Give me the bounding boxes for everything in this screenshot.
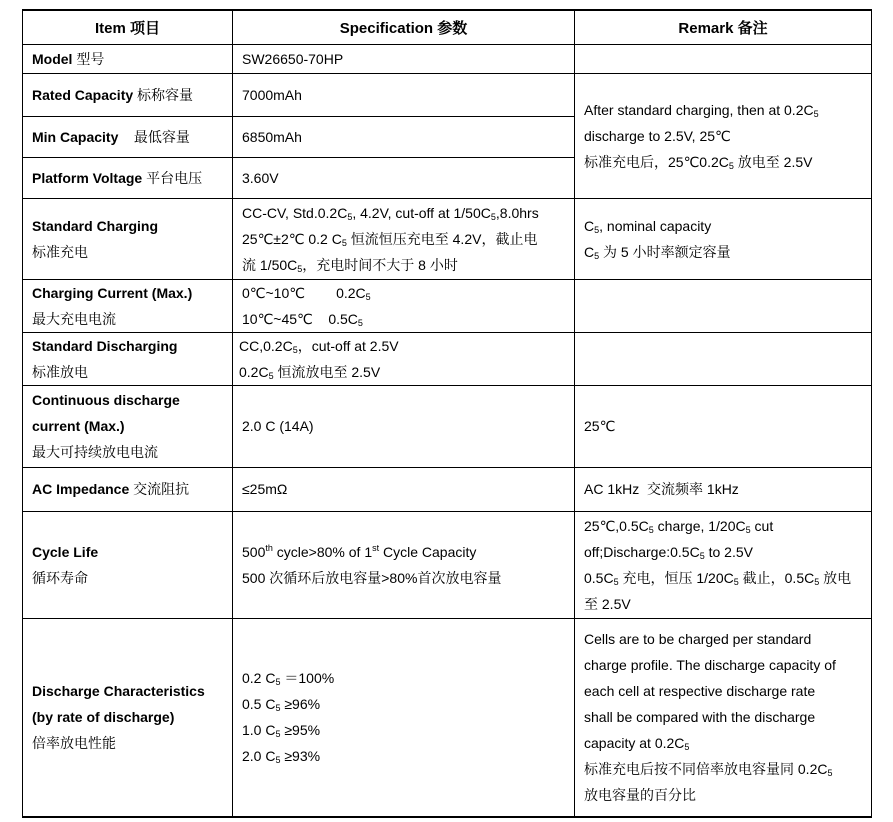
item-platform-voltage (23, 157, 233, 198)
remark-model (575, 44, 872, 73)
remark-standard-discharging (575, 332, 872, 385)
item-platform-cn: 平台电压 (142, 169, 203, 186)
remark-cycle-life-line4: 至 2.5V (584, 595, 631, 612)
remark-standard-charging (575, 198, 872, 279)
item-discharge-en1: Discharge Characteristics (32, 683, 205, 700)
row-rated-capacity (23, 73, 872, 116)
item-min-en: Min Capacity (32, 128, 119, 145)
item-rated-en: Rated Capacity (32, 86, 134, 103)
spec-charging-current-line1: 0℃~10℃ $0.2C_5$ (242, 284, 371, 302)
item-model-cn: 型号 (72, 50, 105, 67)
remark-capacity-line3: 标准充电后，$25℃0.2C_5$ 放电至 2.5V (584, 153, 813, 171)
spec-ac-impedance: ≤25mΩ (233, 467, 575, 511)
item-charging-current-cn: 最大充电电流 (32, 310, 116, 327)
item-rated-cn: 标称容量 (133, 86, 194, 103)
remark-std-charging-line1: $C_5$, nominal capacity (584, 217, 712, 235)
item-discharge-cn: 倍率放电性能 (32, 735, 116, 752)
item-standard-charging (23, 198, 233, 279)
remark-cycle-life (575, 511, 872, 618)
header-row (23, 10, 872, 44)
spec-std-discharging-line2: $0.2C_5$ 恒流放电至 2.5V (239, 363, 381, 381)
item-cycle-life (23, 511, 233, 618)
spec-platform-voltage: 3.60V (233, 157, 575, 198)
remark-capacity-line2: discharge to 2.5V, 25℃ (584, 127, 731, 144)
spec-standard-charging (233, 198, 575, 279)
item-ac-impedance (23, 467, 233, 511)
item-ac-impedance-en: AC Impedance (32, 481, 130, 497)
item-cycle-life-cn: 循环寿命 (32, 569, 88, 586)
item-std-discharging-cn: 标准放电 (32, 363, 88, 380)
item-min-capacity (23, 116, 233, 157)
remark-discharge-line6: 标准充电后按不同倍率放电容量同 $0.2C_5$ (584, 761, 833, 779)
remark-capacity (575, 73, 872, 198)
spec-cycle-life-line2: 500 次循环后放电容量>80%首次放电容量 (242, 569, 502, 586)
spec-discharge-line4: 2.0 $C_5 \ge 93\%$ (242, 748, 321, 766)
remark-charging-current (575, 279, 872, 332)
row-charging-current (23, 279, 872, 332)
spec-model: SW26650-70HP (233, 44, 575, 73)
item-std-discharging-en: Standard Discharging (32, 337, 178, 354)
spec-min-capacity: 6850mAh (233, 116, 575, 157)
item-rated-capacity (23, 73, 233, 116)
spec-cycle-life-line1: 500th cycle>80% of 1st Cycle Capacity (242, 542, 477, 560)
item-std-charging-en: Standard Charging (32, 217, 159, 234)
remark-std-charging-line2: $C_5$ 为 5 小时率额定容量 (584, 243, 731, 261)
row-continuous-discharge (23, 385, 872, 467)
item-std-charging-cn: 标准充电 (32, 243, 88, 260)
spec-discharge-line1: 0.2 $C_5 =100\%$ (242, 670, 335, 688)
item-continuous-discharge (23, 385, 233, 467)
spec-charging-current-line2: 10℃~45℃ $0.5C_5$ (242, 310, 363, 328)
spec-standard-discharging (233, 332, 575, 385)
header-remark: Remark 备注 (575, 10, 872, 44)
item-model (23, 44, 233, 73)
remark-discharge-line4: shall be compared with the discharge (584, 709, 816, 726)
item-continuous-cn: 最大可持续放电电流 (32, 444, 158, 460)
remark-ac-impedance: AC 1kHz 交流频率 1kHz (575, 467, 872, 511)
row-standard-discharging (23, 332, 872, 385)
spec-discharge-line3: 1.0 $C_5 \ge 95\%$ (242, 722, 321, 740)
remark-discharge-line2: charge profile. The discharge capacity of (584, 657, 836, 674)
item-min-cn: 最低容量 (118, 128, 190, 145)
item-continuous-en2: current (Max.) (32, 418, 125, 434)
spec-cycle-life (233, 511, 575, 618)
remark-discharge-line7: 放电容量的百分比 (584, 787, 696, 804)
remark-discharge-line3: each cell at respective discharge rate (584, 683, 816, 700)
item-ac-impedance-cn: 交流阻抗 (129, 481, 190, 497)
remark-cycle-life-line1: $25℃,0.5C_5$ charge, $1/20C_5$ cut (584, 517, 774, 535)
remark-discharge-line5: capacity at $0.2C_5$ (584, 735, 690, 753)
item-discharge-characteristics (23, 618, 233, 817)
item-platform-en: Platform Voltage (32, 169, 143, 186)
remark-capacity-line1: After standard charging, then at $0.2C_5$ (584, 101, 819, 119)
row-standard-charging (23, 198, 872, 279)
spec-discharge-line2: 0.5 $C_5 \ge 96\%$ (242, 696, 321, 714)
item-charging-current-en: Charging Current (Max.) (32, 284, 193, 301)
specification-table (22, 9, 872, 818)
remark-continuous-discharge: 25℃ (575, 385, 872, 467)
spec-rated-capacity: 7000mAh (233, 73, 575, 116)
spec-charging-current (233, 279, 575, 332)
remark-discharge-line1: Cells are to be charged per standard (584, 631, 812, 648)
spec-std-charging-line1: CC-CV, $Std.0.2C_5$, 4.2V, cut-off at $1/50C_5,8.0hrs$ (242, 204, 539, 222)
item-charging-current (23, 279, 233, 332)
spec-std-charging-line3: 流 $1/50C_5$，充电时间不大于 8 小时 (242, 256, 458, 274)
item-model-en: Model (32, 50, 73, 67)
spec-std-discharging-line1: $CC,0.2C_5$，cut-off at 2.5V (239, 337, 399, 355)
header-specification: Specification 参数 (233, 10, 575, 44)
item-cycle-life-en: Cycle Life (32, 543, 99, 560)
spec-continuous-discharge: 2.0 C (14A) (233, 385, 575, 467)
item-continuous-en1: Continuous discharge (32, 392, 180, 408)
row-ac-impedance (23, 467, 872, 511)
header-item: Item 项目 (23, 10, 233, 44)
row-discharge-characteristics (23, 618, 872, 817)
remark-cycle-life-line3: $0.5C_5$ 充电，恒压 $1/20C_5$ 截止，$0.5C_5$ 放电 (584, 569, 852, 587)
remark-discharge-characteristics (575, 618, 872, 817)
remark-cycle-life-line2: $off;Discharge:0.5C_5$ to 2.5V (584, 543, 753, 561)
spec-std-charging-line2: 25℃±2℃ 0.2 $C_5$ 恒流恒压充电至 4.2V，截止电 (242, 230, 538, 248)
row-model (23, 44, 872, 73)
spec-discharge-characteristics (233, 618, 575, 817)
item-standard-discharging (23, 332, 233, 385)
item-discharge-en2: (by rate of discharge) (32, 709, 175, 726)
row-cycle-life (23, 511, 872, 618)
